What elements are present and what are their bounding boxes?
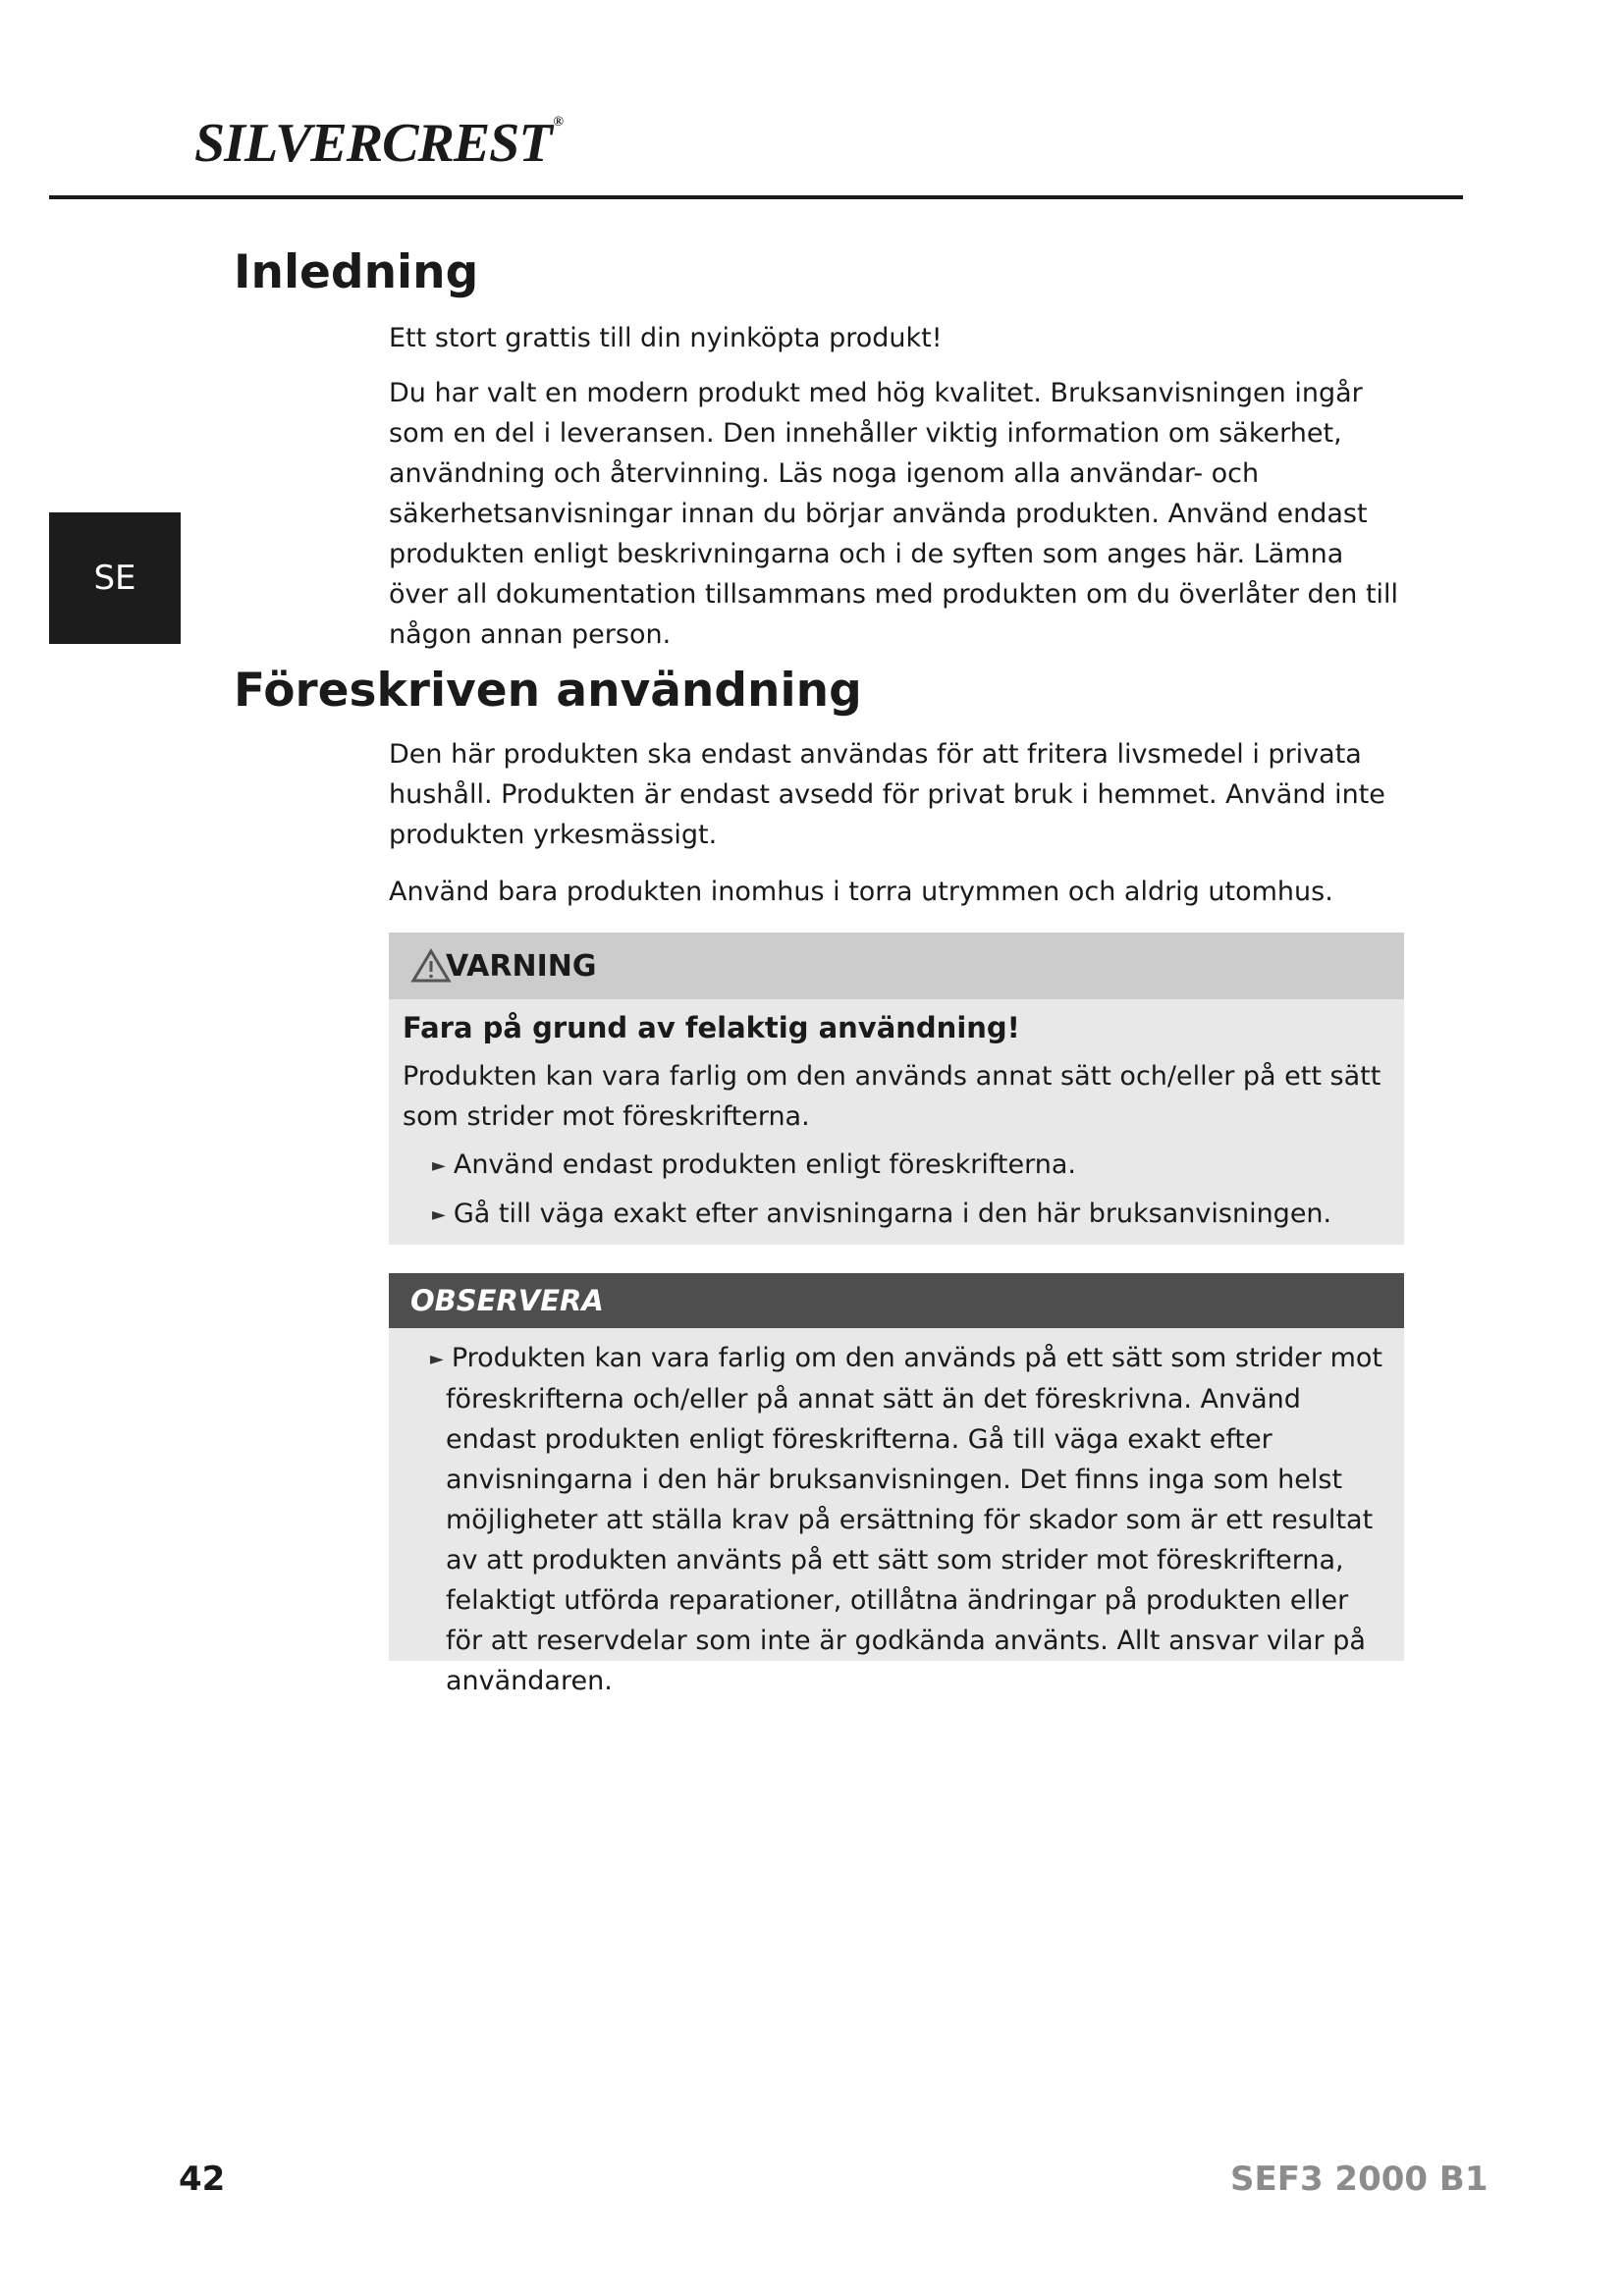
section-title-intended-use: Föreskriven användning bbox=[234, 664, 862, 718]
warning-box bbox=[389, 933, 1404, 1245]
warning-heading: VARNING bbox=[446, 948, 597, 984]
language-tab-label: SE bbox=[93, 559, 136, 598]
brand-logo bbox=[194, 113, 563, 174]
warning-bullet bbox=[432, 1145, 1404, 1186]
note-box bbox=[389, 1273, 1404, 1696]
brand-name: SILVERCREST bbox=[194, 113, 552, 174]
section-title-introduction: Inledning bbox=[234, 245, 479, 299]
registered-mark: ® bbox=[553, 115, 563, 130]
note-header bbox=[389, 1273, 1404, 1328]
bullet-arrow-icon: ► bbox=[430, 1349, 444, 1369]
note-bullet bbox=[430, 1338, 1390, 1701]
note-heading: OBSERVERA bbox=[410, 1284, 604, 1317]
language-tab bbox=[49, 512, 181, 644]
warning-text: Produkten kan vara farlig om den används annat sätt och/eller på ett sätt som strider mot föreskrifterna. bbox=[403, 1061, 1381, 1132]
intro-paragraph: Du har valt en modern produkt med hög kvalitet. Bruksanvisningen ingår som en del i leveransen. Den innehåller viktig information om säkerhet, användning och återvinning. Läs noga igenom alla användar- och säkerhetsanvisningar innan du börjar använda produkten. Använd endast produkten enligt beskrivningarna och i de syften som anges här. Lämna över all dokumentation tillsammans med produkten om du överlåter den till någon annan person. bbox=[389, 378, 1399, 650]
intended-use-paragraph: Använd bara produkten inomhus i torra utrymmen och aldrig utomhus. bbox=[389, 877, 1333, 907]
warning-subheading: Fara på grund av felaktig användning! bbox=[403, 1011, 1020, 1044]
warning-header bbox=[389, 933, 1404, 999]
model-number: SEF3 2000 B1 bbox=[1230, 2160, 1489, 2199]
intended-use-paragraph: Den här produkten ska endast användas för att fritera livsmedel i privata hushåll. Produkten är endast avsedd för privat bruk i hemmet. Använd inte produkten yrkesmässigt. bbox=[389, 739, 1385, 850]
intro-paragraph: Ett stort grattis till din nyinköpta produkt! bbox=[389, 323, 943, 353]
header-divider bbox=[49, 195, 1463, 199]
warning-bullet-text: Gå till väga exakt efter anvisningarna i den här bruksanvisningen. bbox=[453, 1199, 1332, 1229]
note-text: Produkten kan vara farlig om den används på ett sätt som strider mot föreskrifterna och/eller på annat sätt än det föreskrivna. Använd endast produkten enligt föreskrifterna. Gå till väga exakt efter anvisningarna i den här bruksanvisningen. Det finns inga som helst möjligheter att ställa krav på ersättning för skador som är ett resultat av att produkten använts på ett sätt som strider mot föreskrifterna, felaktigt utförda reparationer, otillåtna ändringar på produkten eller för att reservdelar som inte är godkända använts. Allt ansvar vilar på användaren. bbox=[446, 1343, 1382, 1696]
bullet-arrow-icon: ► bbox=[432, 1155, 446, 1176]
warning-bullet bbox=[432, 1194, 1404, 1235]
bullet-arrow-icon: ► bbox=[432, 1204, 446, 1225]
warning-bullet-text: Använd endast produkten enligt föreskrifterna. bbox=[453, 1149, 1076, 1180]
page-number: 42 bbox=[179, 2160, 226, 2199]
